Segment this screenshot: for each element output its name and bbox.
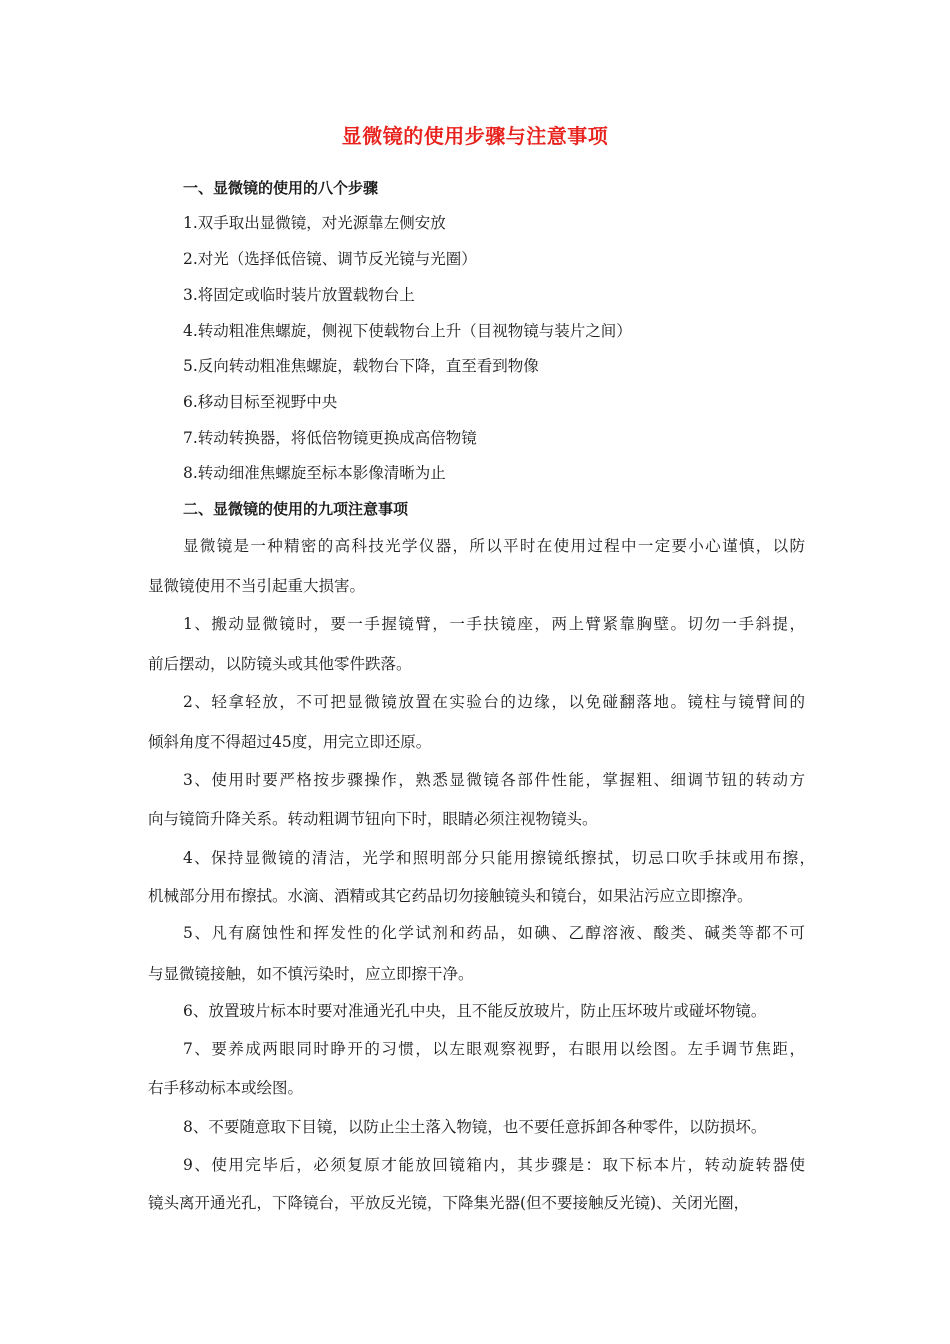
note-item-line: 4、保持显微镜的清洁，光学和照明部分只能用擦镜纸擦拭，切忌口吹手抹或用布擦， (183, 849, 815, 867)
section2-heading: 二、显微镜的使用的九项注意事项 (183, 500, 409, 518)
note-item-line: 5、凡有腐蚀性和挥发性的化学试剂和药品，如碘、乙醇溶液、酸类、碱类等都不可 (183, 924, 805, 942)
note-item-line: 8、不要随意取下目镜，以防止尘土落入物镜，也不要任意拆卸各种零件，以防损坏。 (183, 1118, 767, 1136)
step-item: 4.转动粗准焦螺旋，侧视下使载物台上升（目视物镜与装片之间） (183, 322, 632, 340)
step-item: 8.转动细准焦螺旋至标本影像清晰为止 (183, 464, 446, 482)
step-item: 5.反向转动粗准焦螺旋，载物台下降，直至看到物像 (183, 357, 539, 375)
note-item-line: 镜头离开通光孔，下降镜台，平放反光镜，下降集光器(但不要接触反光镜)、关闭光圈， (148, 1194, 750, 1212)
section1-heading: 一、显微镜的使用的八个步骤 (183, 179, 379, 197)
step-item: 1.双手取出显微镜，对光源靠左侧安放 (183, 214, 446, 232)
intro-paragraph-line: 显微镜使用不当引起重大损害。 (148, 577, 366, 595)
note-item-line: 机械部分用布擦拭。水滴、酒精或其它药品切勿接触镜头和镜台，如果沾污应立即擦净。 (148, 887, 753, 905)
note-item-line: 与显微镜接触，如不慎污染时，应立即擦干净。 (148, 965, 474, 983)
note-item-line: 1、搬动显微镜时，要一手握镜臂，一手扶镜座，两上臂紧靠胸壁。切勿一手斜提， (183, 615, 805, 633)
note-item-line: 前后摆动，以防镜头或其他零件跌落。 (148, 655, 412, 673)
step-item: 3.将固定或临时装片放置载物台上 (183, 286, 415, 304)
note-item-line: 2、轻拿轻放，不可把显微镜放置在实验台的边缘，以免碰翻落地。镜柱与镜臂间的 (183, 693, 805, 711)
note-item-line: 6、放置玻片标本时要对准通光孔中央，且不能反放玻片，防止压坏玻片或碰坏物镜。 (183, 1002, 767, 1020)
note-item-line: 向与镜筒升降关系。转动粗调节钮向下时，眼睛必须注视物镜头。 (148, 810, 598, 828)
intro-paragraph-line: 显微镜是一种精密的高科技光学仪器，所以平时在使用过程中一定要小心谨慎，以防 (183, 537, 805, 555)
step-item: 7.转动转换器，将低倍物镜更换成高倍物镜 (183, 429, 477, 447)
note-item-line: 3、使用时要严格按步骤操作，熟悉显微镜各部件性能，掌握粗、细调节钮的转动方 (183, 771, 805, 789)
document-title: 显微镜的使用步骤与注意事项 (341, 124, 609, 148)
note-item-line: 7、要养成两眼同时睁开的习惯，以左眼观察视野，右眼用以绘图。左手调节焦距， (183, 1040, 805, 1058)
note-item-line: 9、使用完毕后，必须复原才能放回镜箱内，其步骤是：取下标本片，转动旋转器使 (183, 1156, 805, 1174)
step-item: 6.移动目标至视野中央 (183, 393, 338, 411)
note-item-line: 倾斜角度不得超过45度，用完立即还原。 (148, 733, 432, 751)
note-item-line: 右手移动标本或绘图。 (148, 1079, 304, 1097)
step-item: 2.对光（选择低倍镜、调节反光镜与光圈） (183, 250, 477, 268)
